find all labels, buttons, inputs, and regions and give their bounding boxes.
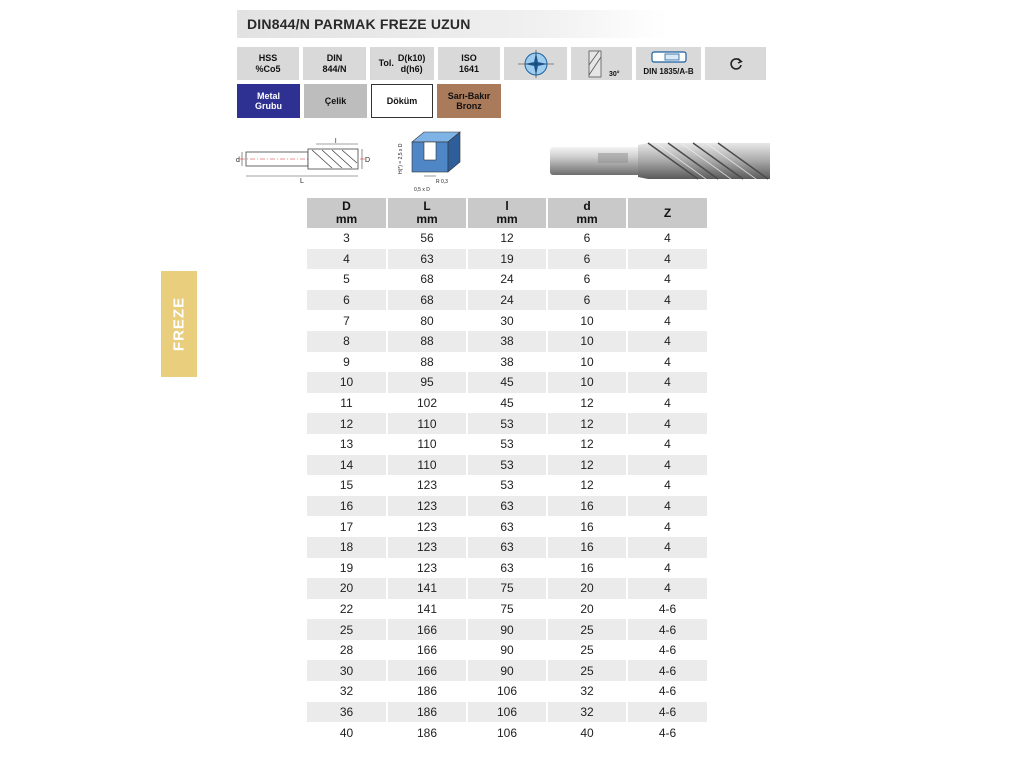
table-cell: 75 [467, 578, 547, 599]
table-cell: 38 [467, 352, 547, 373]
rotation-icon [728, 56, 744, 72]
header-l-top: l [505, 199, 509, 213]
material-cast [371, 84, 433, 118]
table-cell: 4-6 [627, 722, 707, 743]
table-cell: 24 [467, 269, 547, 290]
side-tab-freze [161, 271, 197, 377]
title-bar [237, 10, 667, 38]
table-cell: 68 [387, 269, 467, 290]
table-cell: 186 [387, 681, 467, 702]
table-cell: 32 [547, 681, 627, 702]
table-cell: 14 [307, 455, 387, 476]
spec-standard [303, 47, 366, 80]
table-cell: 12 [547, 434, 627, 455]
table-cell: 20 [307, 578, 387, 599]
header-l [467, 198, 547, 228]
table-row [307, 537, 707, 558]
table-cell: 38 [467, 331, 547, 352]
table-cell: 19 [467, 249, 547, 270]
table-cell: 106 [467, 702, 547, 723]
material-metal-group [237, 84, 300, 118]
table-cell: 68 [387, 290, 467, 311]
material-cast-label: Döküm [386, 96, 418, 106]
drawing-label-depth: H(*) = 2,5 x D [398, 143, 404, 174]
table-cell: 4 [627, 496, 707, 517]
table-cell: 6 [547, 249, 627, 270]
table-cell: 10 [307, 372, 387, 393]
table-cell: 20 [547, 578, 627, 599]
table-cell: 90 [467, 619, 547, 640]
table-row [307, 558, 707, 579]
table-cell: 25 [547, 640, 627, 661]
header-l-unit: mm [496, 212, 518, 226]
spec-iso-line1: ISO [461, 52, 477, 63]
table-cell: 4 [627, 372, 707, 393]
table-row [307, 290, 707, 311]
tool-dimension-drawing [236, 138, 374, 184]
table-header-row [307, 198, 707, 228]
table-cell: 4-6 [627, 681, 707, 702]
table-cell: 16 [307, 496, 387, 517]
table-cell: 63 [467, 537, 547, 558]
table-cell: 10 [547, 372, 627, 393]
table-cell: 166 [387, 619, 467, 640]
table-cell: 20 [547, 599, 627, 620]
table-row [307, 434, 707, 455]
table-cell: 16 [547, 537, 627, 558]
table-cell: 186 [387, 722, 467, 743]
cutter-end-view-icon [516, 50, 556, 78]
table-cell: 53 [467, 475, 547, 496]
table-cell: 4 [627, 578, 707, 599]
table-cell: 4 [627, 434, 707, 455]
table-row [307, 660, 707, 681]
material-metal-group-line1: Metal [256, 91, 280, 101]
table-cell: 9 [343, 354, 350, 369]
table-cell: 186 [387, 702, 467, 723]
header-D-unit: mm [335, 212, 358, 226]
table-cell: 123 [387, 558, 467, 579]
table-cell: 25 [307, 619, 387, 640]
table-cell: 4 [627, 516, 707, 537]
table-cell: 4 [627, 455, 707, 476]
table-cell: 141 [387, 578, 467, 599]
table-cell: 17 [339, 519, 354, 534]
table-cell: 6 [547, 269, 627, 290]
table-cell: 4 [627, 393, 707, 414]
spec-iso-line2: 1641 [458, 63, 480, 74]
table-cell: 4 [627, 310, 707, 331]
spec-tolerance-label: Tol. [378, 58, 394, 68]
table-cell: 10 [547, 352, 627, 373]
spec-tolerance-line1: D(k10) [397, 52, 426, 63]
table-cell: 40 [547, 722, 627, 743]
drawing-label-d: d [236, 157, 240, 164]
slot-depth-drawing [390, 128, 474, 194]
table-cell: 110 [387, 434, 467, 455]
header-Z [627, 198, 707, 228]
table-row [307, 331, 707, 352]
table-row [307, 722, 707, 743]
spec-material-line2: %Co5 [255, 63, 281, 74]
header-L-top: L [423, 199, 431, 213]
table-body [307, 228, 707, 743]
material-metal-group-line2: Grubu [255, 101, 282, 111]
table-row [307, 681, 707, 702]
table-cell: 4 [627, 475, 707, 496]
table-cell: 123 [387, 537, 467, 558]
drawing-label-width: 0,5 x D [414, 187, 430, 193]
table-row [307, 496, 707, 517]
table-cell: 5 [343, 272, 350, 287]
table-cell: 95 [387, 372, 467, 393]
spec-tolerance-line2: d(h6) [400, 63, 423, 74]
table-cell: 63 [467, 558, 547, 579]
header-D-top: D [342, 199, 351, 213]
table-cell: 7 [343, 313, 350, 328]
table-cell: 30 [467, 310, 547, 331]
table-cell: 63 [387, 249, 467, 270]
table-cell: 90 [467, 660, 547, 681]
table-row [307, 393, 707, 414]
spec-cutter-end [504, 47, 567, 80]
table-cell: 12 [547, 475, 627, 496]
table-cell: 6 [547, 290, 627, 311]
table-cell: 102 [387, 393, 467, 414]
table-cell: 36 [307, 702, 387, 723]
header-Z-top: Z [663, 205, 672, 220]
material-brass-line2: Bronz [456, 101, 482, 111]
material-brass-line1: Sarı-Bakır [447, 91, 491, 101]
header-d-top: d [583, 199, 591, 213]
table-row [307, 516, 707, 537]
header-d-unit: mm [576, 212, 598, 226]
table-cell: 12 [547, 413, 627, 434]
drawing-label-D: D [365, 157, 371, 164]
material-steel-label: Çelik [324, 96, 347, 106]
table-row [307, 372, 707, 393]
table-cell: 4 [627, 413, 707, 434]
table-cell: 11 [340, 396, 353, 411]
header-L [387, 198, 467, 228]
table-cell: 18 [307, 537, 387, 558]
material-brass [437, 84, 501, 118]
spec-tolerance [370, 47, 434, 80]
table-row [307, 702, 707, 723]
table-cell: 80 [387, 310, 467, 331]
spec-rotation [705, 47, 766, 80]
table-cell: 63 [467, 496, 547, 517]
drawing-label-L: L [300, 178, 304, 184]
table-cell: 15 [339, 478, 354, 493]
table-cell: 32 [339, 684, 354, 699]
table-cell: 166 [387, 660, 467, 681]
table-cell: 106 [467, 681, 547, 702]
table-cell: 110 [387, 413, 467, 434]
table-cell: 123 [387, 475, 467, 496]
table-cell: 4 [627, 249, 707, 270]
table-row [307, 578, 707, 599]
table-cell: 106 [467, 722, 547, 743]
table-cell: 16 [547, 516, 627, 537]
drawing-label-radius: R 0,3 [436, 179, 448, 185]
table-cell: 24 [467, 290, 547, 311]
table-cell: 28 [339, 643, 354, 658]
shank-icon [649, 50, 689, 64]
table-cell: 53 [467, 455, 547, 476]
table-cell: 56 [387, 228, 467, 249]
table-row [307, 640, 707, 661]
header-L-unit: mm [416, 212, 438, 226]
header-D [307, 198, 387, 228]
table-row [307, 455, 707, 476]
table-cell: 88 [387, 331, 467, 352]
table-cell: 4 [627, 352, 707, 373]
table-cell: 19 [339, 560, 354, 575]
table-cell: 88 [387, 352, 467, 373]
table-row [307, 619, 707, 640]
table-cell: 4 [627, 331, 707, 352]
spec-iso [438, 47, 500, 80]
table-cell: 123 [387, 496, 467, 517]
table-cell: 4-6 [627, 660, 707, 681]
spec-helix [571, 47, 632, 80]
table-cell: 4-6 [627, 640, 707, 661]
spec-standard-line2: 844/N [322, 63, 347, 74]
dimension-table [307, 198, 707, 743]
table-cell: 75 [467, 599, 547, 620]
table-cell: 4-6 [627, 599, 707, 620]
end-mill-image [548, 141, 772, 181]
table-row [307, 269, 707, 290]
spec-shank-label: DIN 1835/A-B [643, 67, 694, 76]
table-cell: 4 [627, 537, 707, 558]
table-cell: 53 [467, 413, 547, 434]
table-cell: 4-6 [627, 702, 707, 723]
table-cell: 4 [627, 269, 707, 290]
table-cell: 13 [339, 437, 354, 452]
table-row [307, 228, 707, 249]
table-row [307, 475, 707, 496]
table-row [307, 249, 707, 270]
drawing-label-l: l [335, 138, 337, 145]
table-cell: 30 [307, 660, 387, 681]
table-row [307, 599, 707, 620]
spec-shank [636, 47, 701, 80]
table-cell: 141 [387, 599, 467, 620]
page-title: DIN844/N PARMAK FREZE UZUN [247, 16, 471, 32]
table-cell: 53 [467, 434, 547, 455]
table-cell: 4 [627, 228, 707, 249]
table-cell: 123 [387, 516, 467, 537]
material-steel [304, 84, 367, 118]
table-cell: 25 [547, 619, 627, 640]
table-cell: 12 [547, 393, 627, 414]
table-cell: 16 [547, 496, 627, 517]
spec-material-line1: HSS [258, 52, 278, 63]
table-cell: 40 [339, 725, 354, 740]
table-cell: 90 [467, 640, 547, 661]
table-cell: 4-6 [627, 619, 707, 640]
table-cell: 4 [627, 558, 707, 579]
table-cell: 12 [547, 455, 627, 476]
table-cell: 16 [547, 558, 627, 579]
table-cell: 166 [387, 640, 467, 661]
table-row [307, 413, 707, 434]
table-row [307, 310, 707, 331]
table-cell: 10 [547, 331, 627, 352]
table-cell: 45 [467, 372, 547, 393]
table-cell: 3 [343, 231, 350, 246]
table-cell: 4 [307, 249, 387, 270]
spec-material [237, 47, 299, 80]
table-cell: 12 [307, 413, 387, 434]
spec-standard-line1: DIN [326, 52, 343, 63]
table-cell: 8 [307, 331, 387, 352]
table-row [307, 352, 707, 373]
helix-angle-icon [579, 49, 625, 79]
table-cell: 6 [547, 228, 627, 249]
table-cell: 10 [547, 310, 627, 331]
helix-angle-label: 30° [608, 70, 620, 78]
table-cell: 32 [547, 702, 627, 723]
table-cell: 22 [339, 601, 354, 616]
header-d [547, 198, 627, 228]
table-cell: 110 [387, 455, 467, 476]
table-cell: 4 [627, 290, 707, 311]
table-cell: 45 [467, 393, 547, 414]
table-cell: 6 [307, 290, 387, 311]
table-cell: 63 [467, 516, 547, 537]
side-tab-label: FREZE [170, 296, 188, 352]
table-cell: 12 [467, 228, 547, 249]
table-cell: 25 [547, 660, 627, 681]
